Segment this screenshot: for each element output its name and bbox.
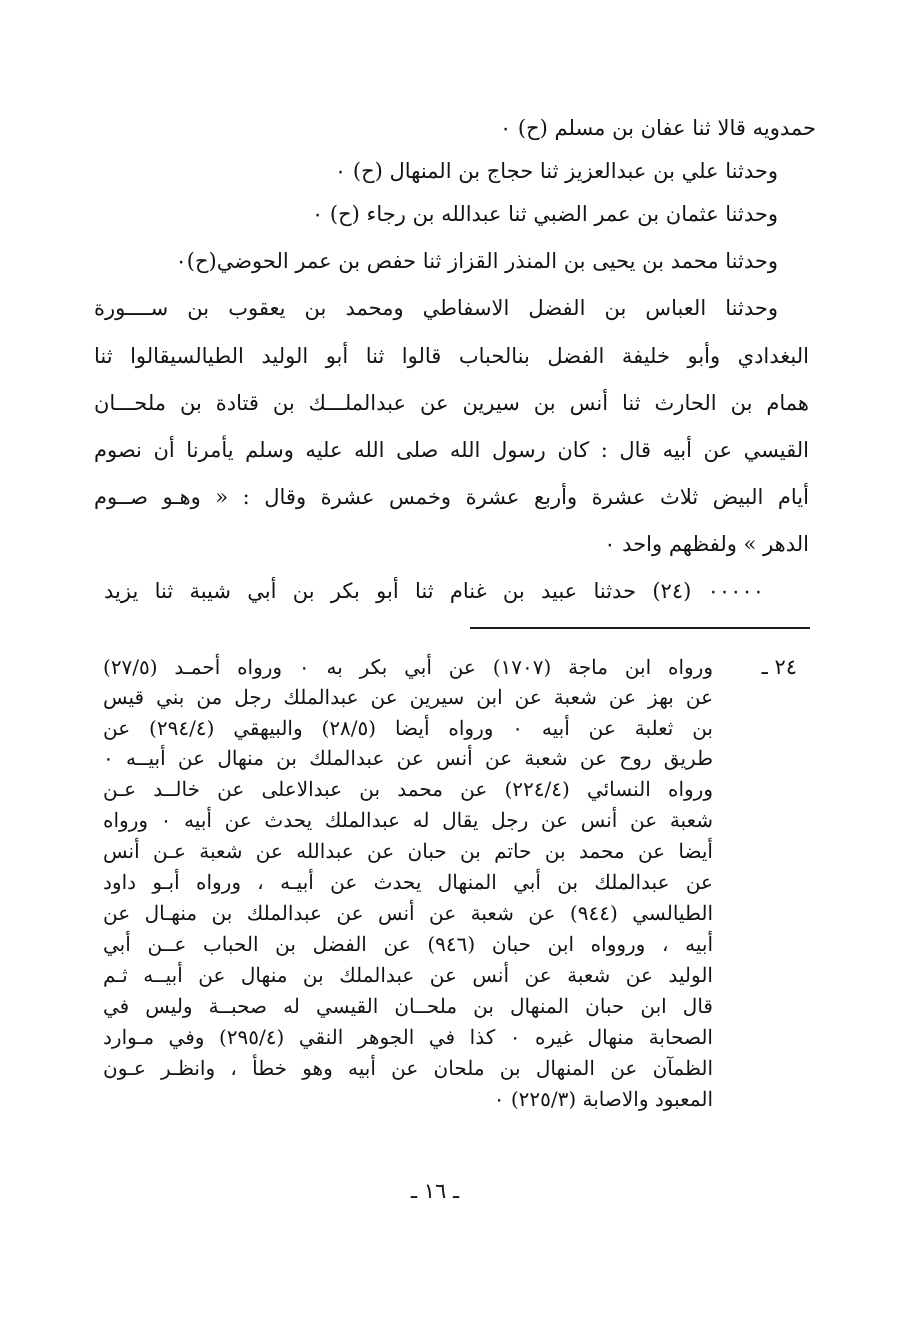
footnote-line: شعبة عن أنس عن رجل يقال له عبدالملك يحدث عن أبيه ٠ ورواه <box>103 808 713 832</box>
text-line: البغدادي وأبو خليفة الفضل بنالحباب قالوا ثنا أبو الوليد الطيالسيقالوا ثنا <box>94 344 809 368</box>
footnote-line: الصحابة منهال غيره ٠ كذا في الجوهر النقي (٢٩٥/٤) وفي مـوارد <box>103 1025 713 1049</box>
footnote-line: الوليد عن شعبة عن أنس عن عبدالملك بن منهال عن أبيــه ثـم <box>103 963 713 987</box>
footnote-line: عن بهز عن شعبة عن ابن سيرين عن عبدالملك رجل من بني قيس <box>103 685 713 709</box>
page-number: ـ ١٦ ـ <box>410 1179 460 1203</box>
text-line: ٠٠٠٠٠ (٢٤) حدثنا عبيد بن غنام ثنا أبو بكر بن أبي شيبة ثنا يزيد <box>104 579 764 603</box>
footnote-line: عن عبدالملك بن أبي المنهال يحدث عن أبيـه ، ورواه أبـو داود <box>103 870 713 894</box>
footnote-line: أبيه ، وروواه ابن حبان (٩٤٦) عن الفضل بن الحباب عــن أبي <box>103 932 713 956</box>
footnote-line: ورواه ابن ماجة (١٧٠٧) عن أبي بكر به ٠ ورواه أحمـد (٢٧/٥) <box>103 655 713 679</box>
text-line: وحدثنا علي بن عبدالعزيز ثنا حجاج بن المنهال (ح) ٠ <box>334 159 778 183</box>
text-line: وحدثنا محمد بن يحيى بن المنذر القزاز ثنا حفص بن عمر الحوضي(ح)٠ <box>175 249 778 273</box>
footnote-line: طريق روح عن شعبة عن أنس عن عبدالملك بن منهال عن أبيــه ٠ <box>103 746 713 770</box>
text-line: الدهر » ولفظهم واحد ٠ <box>604 532 809 556</box>
footnote-line: المعبود والاصابة (٢٢٥/٣) ٠ <box>493 1087 713 1111</box>
footnote-line: الطيالسي (٩٤٤) عن شعبة عن أنس عن عبدالملك بن منهـال عن <box>103 901 714 925</box>
footnote-line: قال ابن حبان المنهال بن ملحــان القيسي له صحبــة وليس في <box>103 994 713 1018</box>
text-line: وحدثنا العباس بن الفضل الاسفاطي ومحمد بن يعقوب بن ســــورة <box>94 296 778 320</box>
text-line: حمدويه قالا ثنا عفان بن مسلم (ح) ٠ <box>499 116 816 140</box>
footnote-separator <box>470 627 810 629</box>
text-line: همام بن الحارث ثنا أنس بن سيرين عن عبدالملـــك بن قتادة بن ملحـــان <box>94 391 809 415</box>
text-line: أيام البيض ثلاث عشرة وأربع عشرة وخمس عشرة وقال : « وهـو صــوم <box>94 485 809 509</box>
text-line: وحدثنا عثمان بن عمر الضبي ثنا عبدالله بن رجاء (ح) ٠ <box>311 202 778 226</box>
footnote-line: الظمآن عن المنهال بن ملحان عن أبيه وهو خطأ ، وانظـر عـون <box>103 1056 713 1080</box>
footnote-line: أيضا عن محمد بن حاتم بن حبان عن عبدالله عن شعبة عـن أنس <box>103 839 713 863</box>
footnote-number: ٢٤ ـ <box>761 655 797 679</box>
footnote-line: ورواه النسائي (٢٢٤/٤) عن محمد بن عبدالاعلى عن خالــد عـن <box>103 777 713 801</box>
text-line: القيسي عن أبيه قال : كان رسول الله صلى الله عليه وسلم يأمرنا أن نصوم <box>94 438 809 462</box>
footnote-line: بن ثعلبة عن أبيه ٠ ورواه أيضا (٢٨/٥) والبيهقي (٢٩٤/٤) عن <box>103 716 713 740</box>
